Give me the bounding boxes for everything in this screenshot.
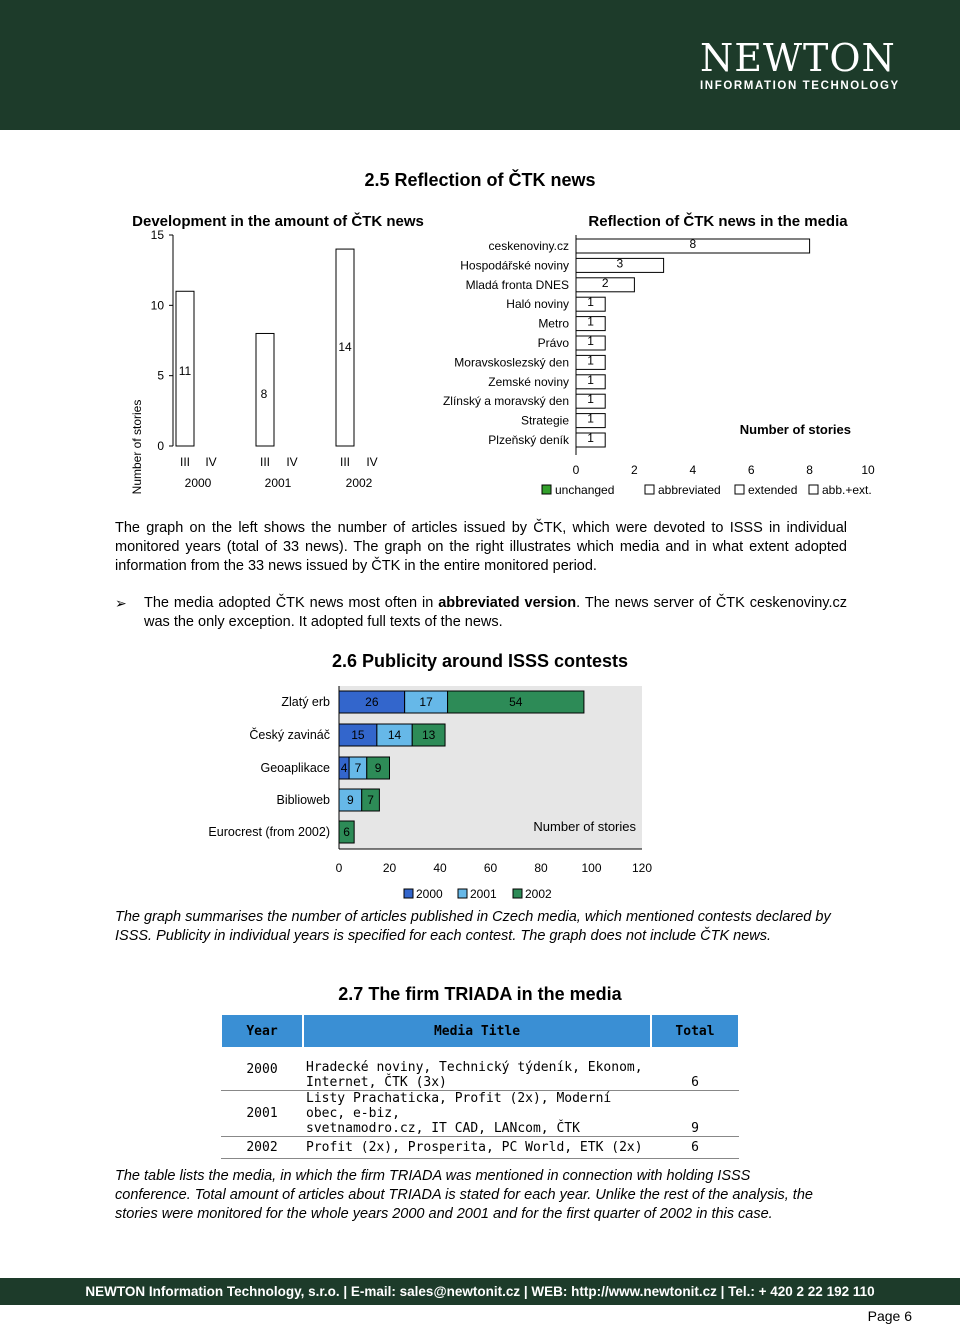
caption-2-7: The table lists the media, in which the firm TRIADA was mentioned in connection with holding ISSS conference. Total amount of articles about TRIADA is stated for each year. Unlike the rest of the analysis, the stories were monitored for the whole years 2000 and 2001 and for the first quarter of 2002 in this case. [115,1168,813,1222]
page-header [0,0,960,130]
x-axis-label: Number of stories [533,819,636,834]
x-tick-label: 4 [689,463,697,477]
bar-value-label: 6 [343,825,350,839]
bar-value-label: 54 [509,695,523,709]
x-tick-label: 2 [631,463,638,477]
legend-label: abbreviated [658,483,721,497]
legend-swatch [404,889,413,898]
media-line: svetnamodro.cz, IT CAD, LANcom, ČTK [306,1120,580,1136]
bar-value-label: 8 [689,237,697,251]
x-tick-label: 0 [335,861,343,875]
bar-value-label: 14 [387,728,402,742]
table-row [221,1048,739,1090]
bar-value-label: 9 [374,761,382,775]
x-tick-label: 60 [483,861,498,875]
legend-swatch [458,889,467,898]
category-label: 2002 [345,476,373,490]
category-label: Strategie [520,413,569,428]
x-tick-label: 40 [433,861,447,875]
logo-name: NEWTON [700,36,896,80]
category-label: Plzeňský deník [488,433,569,447]
legend-label: 2000 [416,887,443,901]
header-year: Year [221,1014,303,1048]
category-label: Mladá fronta DNES [465,277,569,292]
cell-year: 2001 [221,1090,303,1136]
header-total: Total [651,1014,739,1048]
chart-publicity [195,683,675,908]
bar-value-label: 1 [587,295,594,310]
bar-value-label: 11 [178,364,192,378]
table-row [221,1136,739,1158]
paragraph-2-5: The graph on the left shows the number of articles issued by ČTK, which were devoted to ISSS in individual monitored years (total of 33 news). The graph on the right illustrates which media and in what extent adopted information from the 33 news issued by ČTK in the entire monitored period. [115,520,847,574]
x-tick-label: 80 [534,861,548,875]
x-tick-label: 6 [747,463,755,477]
newton-logo [700,38,930,108]
half-year-label: IV [286,455,298,469]
category-label: 2000 [184,476,212,490]
y-tick-label: 15 [150,228,164,242]
x-tick-label: 10 [861,463,875,477]
table-row [221,1090,739,1136]
section-title-2-7: 2.7 The firm TRIADA in the media [338,984,622,1004]
half-year-label: III [259,455,271,469]
bullet-text [144,594,847,632]
bar-value-label: 14 [338,340,352,354]
media-line: Internet, ČTK (3x) [306,1074,447,1090]
cell-year: 2000 [221,1048,303,1090]
bar-value-label: 15 [351,728,365,742]
bar-value-label: 8 [260,387,268,401]
x-axis-label: Number of stories [739,422,851,437]
section-title-2-5: 2.5 Reflection of ČTK news [364,170,596,190]
category-label: Hospodářské noviny [460,258,569,273]
media-line: Listy Prachaticka, Profit (2x), Moderní obec, e-biz, [306,1090,612,1121]
category-label: Zlínský a moravský den [442,394,569,409]
legend-swatch [542,485,551,494]
y-tick-label: 5 [157,368,164,383]
cell-year: 2002 [221,1136,303,1158]
bullet-text-a: The media adopted ČTK news most often in [144,595,439,611]
arrow-bullet-icon: ➢ [115,595,127,611]
bar-value-label: 9 [347,793,354,807]
legend-label: 2001 [470,887,497,901]
cell-total: 9 [651,1090,739,1136]
category-label: Metro [538,316,569,331]
bar-value-label: 3 [616,256,624,271]
x-tick-label: 120 [631,861,653,875]
bar-value-label: 1 [587,372,594,387]
category-label: Biblioweb [276,793,330,807]
page-footer [0,1278,960,1305]
half-year-label: IV [366,455,378,469]
legend-label: extended [748,483,798,497]
cell-total: 6 [651,1048,739,1090]
chart-title: Reflection of ČTK news in the media [588,213,848,230]
media-line: Hradecké noviny, Technický týdeník, Ekonom, [306,1059,643,1075]
chart-reflection [420,205,875,500]
category-label: Haló noviny [506,297,569,312]
header-media-title: Media Title [303,1014,651,1048]
caption-2-6: The graph summarises the number of articles published in Czech media, which mentioned contests declared by ISSS. Publicity in individual years is specified for each contest. The graph does not include ČTK news. [115,909,831,944]
bar-value-label: 2 [601,275,609,290]
legend-label: abb.+ext. [822,483,872,497]
cell-media [303,1090,651,1136]
category-label: Eurocrest (from 2002) [208,825,330,839]
bar-value-label: 1 [587,314,594,329]
bullet-text-c: . The news server of ČTK ceskenoviny.cz was the only exception. It adopted full texts of the news. [144,595,847,630]
x-tick-label: 20 [382,861,397,875]
media-line: Profit (2x), Prosperita, PC World, ETK (2x) [306,1139,643,1155]
bar-value-label: 17 [419,695,433,709]
bar-value-label: 1 [587,411,594,426]
x-tick-label: 8 [806,463,813,477]
half-year-label: III [339,455,351,469]
y-axis-label: Number of stories [130,399,144,495]
bullet-point [115,594,847,632]
triada-table [220,1013,740,1159]
logo-subtitle: INFORMATION TECHNOLOGY [700,80,900,92]
category-label: Zemské noviny [488,374,569,389]
bar-value-label: 13 [421,728,436,742]
bar-value-label: 1 [587,353,594,368]
half-year-label: III [179,455,191,469]
x-tick-label: 100 [581,861,602,875]
chart-title: Development in the amount of ČTK news [132,213,424,230]
category-label: Geoaplikace [260,761,330,775]
bar-value-label: 7 [354,761,362,775]
legend-label: 2002 [525,887,552,901]
section-title-2-6: 2.6 Publicity around ISSS contests [331,651,629,671]
cell-total: 6 [651,1136,739,1158]
bar-value-label: 1 [587,334,594,348]
legend-swatch [809,485,818,494]
chart-development [110,205,450,495]
bar-value-label: 1 [587,392,594,407]
bar-value-label: 26 [365,695,379,709]
cell-media [303,1136,651,1158]
category-label: Právo [537,336,569,350]
y-tick-label: 0 [157,439,164,453]
category-label: Český zavináč [249,728,330,742]
category-label: Zlatý erb [281,695,330,709]
category-label: ceskenoviny.cz [488,239,569,253]
bar-value-label: 4 [340,761,348,775]
bar-value-label: 7 [367,793,374,807]
legend-swatch [645,485,654,494]
legend-swatch [735,485,744,494]
half-year-label: IV [205,455,217,469]
category-label: 2001 [264,476,292,490]
legend-label: unchanged [555,483,615,497]
bar-value-label: 1 [587,431,594,445]
bullet-text-bold: abbreviated version [438,595,577,611]
x-tick-label: 0 [572,463,580,477]
table-header-row [221,1014,739,1048]
y-tick-label: 10 [150,298,164,313]
category-label: Moravskoslezský den [454,355,569,370]
legend-swatch [513,889,522,898]
cell-media [303,1048,651,1090]
page-number: Page 6 [867,1308,912,1324]
footer-contact: NEWTON Information Technology, s.r.o. | E-mail: sales@newtonit.cz | WEB: http://www.newtonit.cz | Tel.: + 420 2 22 192 110 [85,1284,875,1299]
